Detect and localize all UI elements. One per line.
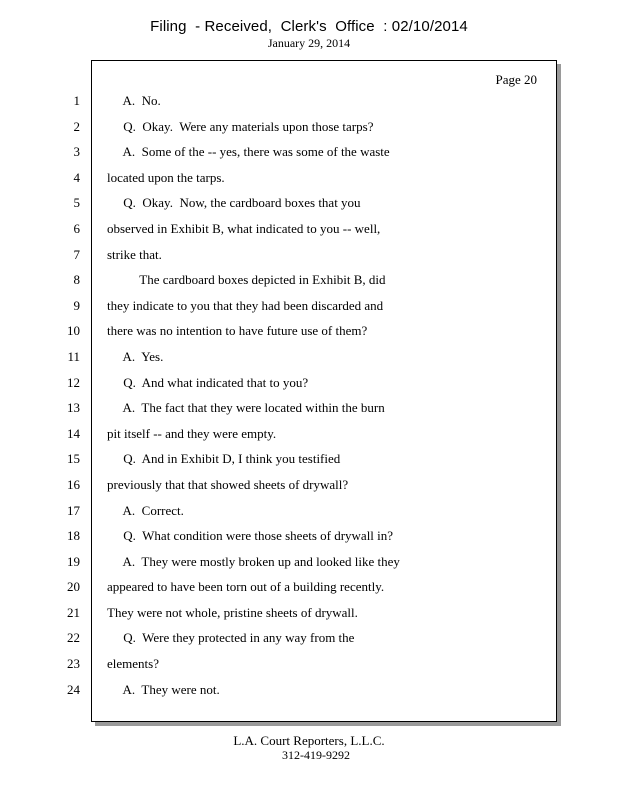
line-number: 10 bbox=[67, 323, 80, 339]
court-reporter-name: L.A. Court Reporters, L.L.C. bbox=[233, 733, 385, 748]
line-number: 21 bbox=[67, 604, 80, 620]
line-number: 7 bbox=[73, 246, 80, 262]
transcript-line: A. Yes. bbox=[107, 348, 164, 364]
line-number: 5 bbox=[73, 195, 80, 211]
transcript-line: Q. What condition were those sheets of drywall in? bbox=[107, 528, 394, 544]
line-number-column bbox=[40, 91, 80, 705]
transcript-line: Q. Were they protected in any way from the bbox=[107, 630, 355, 646]
transcript-line: A. No. bbox=[107, 93, 161, 108]
line-number: 6 bbox=[73, 220, 80, 236]
transcript-line: they indicate to you that they had been discarded and bbox=[107, 297, 384, 313]
transcript-line: located upon the tarps. bbox=[107, 169, 225, 185]
transcript-line: A. The fact that they were located within the burn bbox=[107, 400, 385, 416]
transcript-line: there was no intention to have future use of them? bbox=[107, 323, 368, 339]
line-number: 4 bbox=[73, 169, 80, 185]
line-number: 1 bbox=[73, 93, 80, 108]
line-number: 22 bbox=[67, 630, 80, 646]
line-number: 11 bbox=[67, 348, 80, 364]
line-number: 3 bbox=[73, 144, 80, 160]
transcript-line: A. Some of the -- yes, there was some of the waste bbox=[107, 144, 390, 160]
transcript-line: A. Correct. bbox=[107, 502, 184, 518]
line-number: 8 bbox=[73, 272, 80, 288]
line-number: 14 bbox=[67, 425, 80, 441]
filing-stamp: Filing - Received, Clerk's Office : 02/10/2014 bbox=[150, 18, 468, 35]
line-number: 24 bbox=[67, 681, 80, 697]
court-reporter-phone: 312-419-9292 bbox=[282, 748, 350, 762]
line-number: 15 bbox=[67, 451, 80, 467]
line-number: 18 bbox=[67, 528, 80, 544]
transcript-line: Q. Okay. Were any materials upon those tarps? bbox=[107, 118, 374, 134]
line-number: 23 bbox=[67, 656, 80, 672]
line-number: 19 bbox=[67, 553, 80, 569]
transcript-line: pit itself -- and they were empty. bbox=[107, 425, 277, 441]
line-number: 12 bbox=[67, 374, 80, 390]
transcript-date: January 29, 2014 bbox=[267, 36, 351, 50]
transcript-line: strike that. bbox=[107, 246, 162, 262]
transcript-line: Q. And in Exhibit D, I think you testified bbox=[107, 451, 341, 467]
transcript-line: The cardboard boxes depicted in Exhibit B, did bbox=[107, 272, 386, 288]
line-number: 9 bbox=[73, 297, 80, 313]
transcript-line: observed in Exhibit B, what indicated to you -- well, bbox=[107, 220, 381, 236]
line-number: 16 bbox=[67, 476, 80, 492]
line-number: 20 bbox=[67, 579, 80, 595]
transcript-line: A. They were mostly broken up and looked like they bbox=[107, 553, 400, 569]
line-number: 17 bbox=[67, 502, 80, 518]
transcript-line: They were not whole, pristine sheets of drywall. bbox=[107, 604, 358, 620]
transcript-line: appeared to have been torn out of a building recently. bbox=[107, 579, 385, 595]
transcript-line: elements? bbox=[107, 656, 159, 672]
transcript-line: Q. Okay. Now, the cardboard boxes that you bbox=[107, 195, 361, 211]
transcript-line: previously that that showed sheets of drywall? bbox=[107, 476, 349, 492]
page-number: Page 20 bbox=[495, 72, 537, 87]
transcript-text bbox=[107, 91, 547, 705]
transcript-line: A. They were not. bbox=[107, 681, 220, 697]
transcript-line: Q. And what indicated that to you? bbox=[107, 374, 309, 390]
line-number: 2 bbox=[73, 118, 80, 134]
line-number: 13 bbox=[67, 400, 80, 416]
